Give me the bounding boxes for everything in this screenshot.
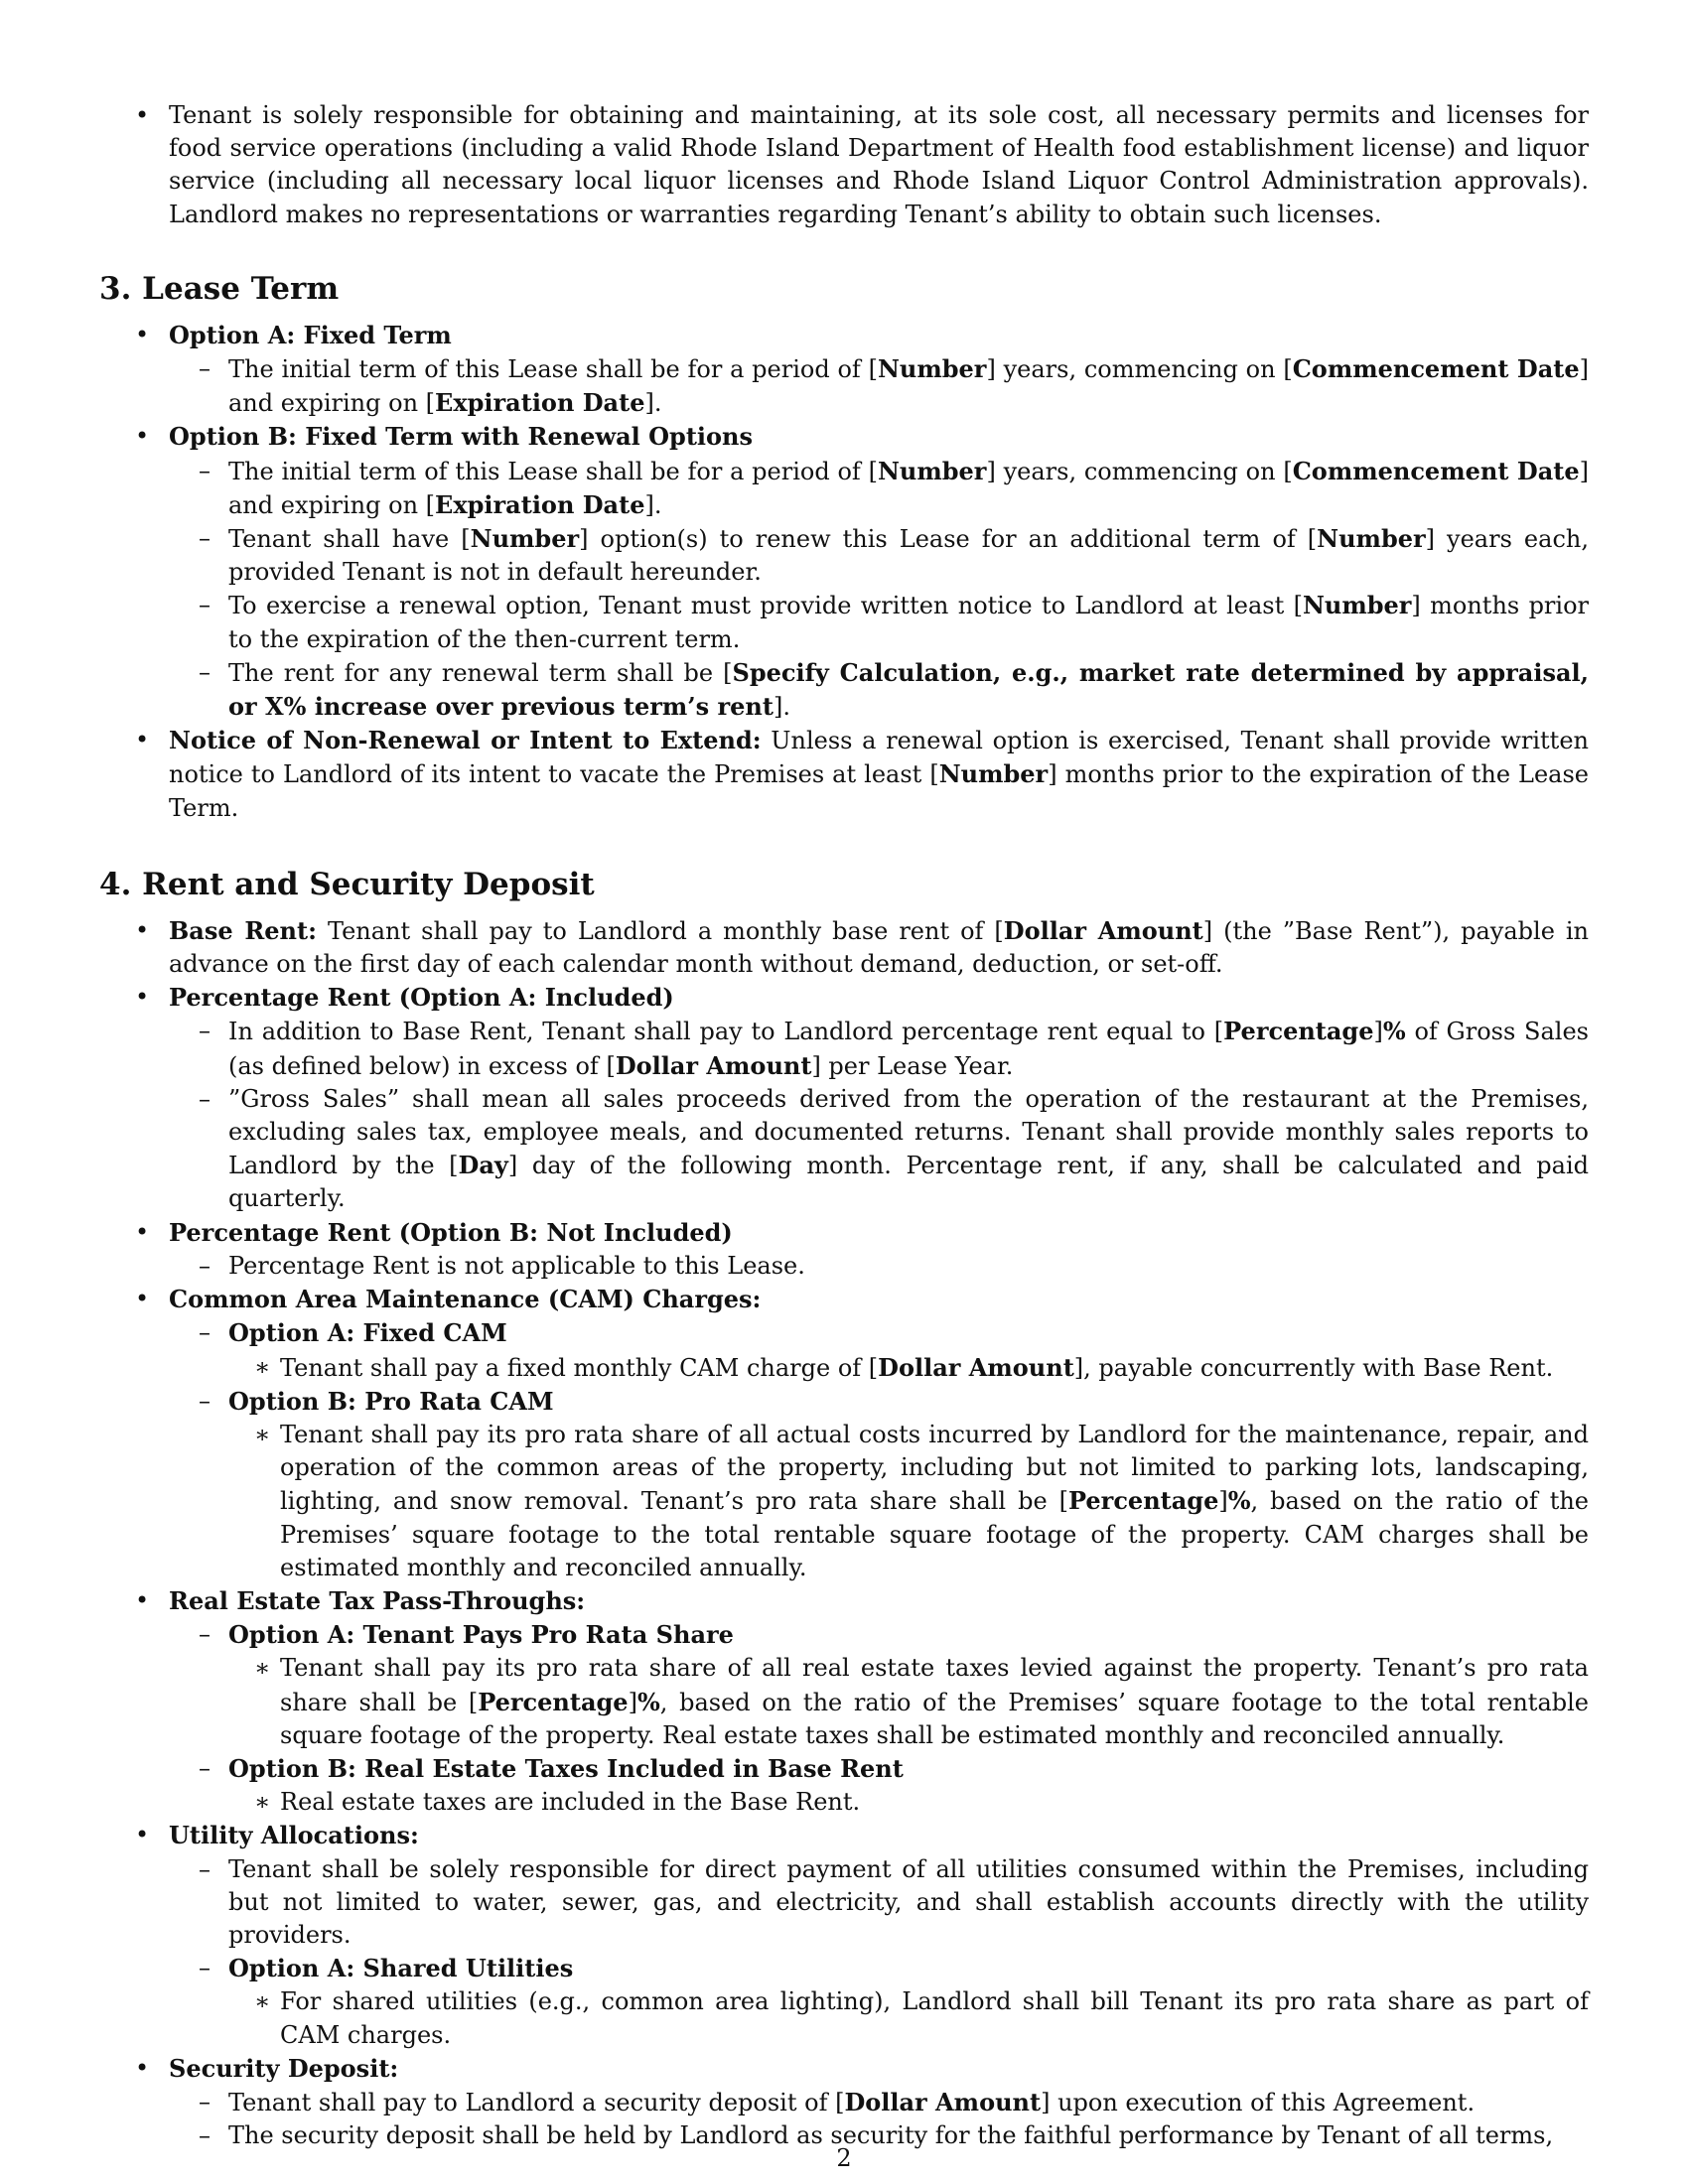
intro-list [99, 99, 1589, 231]
bold-run: Dollar Amount [878, 1352, 1074, 1382]
sub-list [169, 1250, 1589, 1283]
bullet-marker: • [135, 422, 150, 451]
page-content [99, 99, 1589, 2152]
dash-marker: – [199, 1386, 211, 1415]
deposit-heading: Security Deposit: [169, 2053, 399, 2083]
non-renewal-text [169, 727, 1589, 821]
bold-run: Number [938, 759, 1049, 789]
bold-run: Percentage [1223, 1017, 1374, 1046]
text-run: Tenant shall pay to Landlord a monthly base rent of [ [316, 916, 1004, 945]
bullet-marker: • [135, 101, 150, 129]
cam-opt-b-text [280, 1421, 1589, 1581]
bullet-marker: • [135, 1285, 150, 1313]
bold-run: Number [1317, 524, 1426, 554]
list-item [169, 1853, 1589, 1953]
intro-bullet-text: Tenant is solely responsible for obtaining and maintaining, at its sole cost, all necessary permits and licenses for food service operations (including a valid Rhode Island Department of Health food establishment license) and liquor service (including all necessary local liquor licenses and Rhode Island Liquor Control Administration approvals). Landlord makes no representations or warranties regarding Tenant’s ability to obtain such licenses. [169, 101, 1589, 228]
sub-sub-list [228, 1351, 1589, 1385]
list-item [169, 1952, 1589, 2052]
dash-marker: – [199, 524, 211, 553]
sub-list [169, 455, 1589, 725]
tax-opt-b-text [280, 1788, 860, 1816]
bold-run: Percentage [1068, 1486, 1219, 1516]
section-3-heading [99, 269, 1589, 309]
text-run: The rent for any renewal term shall be [ [228, 658, 733, 687]
text-run: Tenant shall pay to Landlord a security deposit of [ [228, 2088, 845, 2116]
list-item [169, 1385, 1589, 1584]
bullet-marker: • [135, 983, 150, 1012]
bold-run: Expiration Date [435, 388, 645, 418]
sub-sub-list [228, 1786, 1589, 1819]
bullet-marker: • [135, 1217, 150, 1246]
text-run: The initial term of this Lease shall be for a period of [ [228, 457, 878, 485]
section-number: 4. [99, 866, 132, 902]
dash-marker: – [199, 1318, 211, 1347]
item-text [228, 1252, 805, 1280]
text-run: To exercise a renewal option, Tenant must provide written notice to Landlord at least [ [228, 592, 1303, 620]
star-marker: ∗ [254, 1420, 271, 1448]
text-run: ] [1218, 1487, 1228, 1516]
item-text [228, 355, 1589, 417]
text-run: ] per Lease Year. [811, 1051, 1014, 1080]
dash-marker: – [199, 657, 211, 686]
option-heading: Option A: Tenant Pays Pro Rata Share [228, 1620, 734, 1650]
text-run: ] and expiring on [ [228, 355, 1590, 418]
text-run: The security deposit shall be held by Landlord as security for the faithful performance by Tenant of all terms, [228, 2121, 1554, 2150]
list-item [169, 522, 1589, 589]
lease-term-list [99, 319, 1589, 825]
text-run: Real estate taxes are included in the Base Rent. [280, 1788, 861, 1817]
list-item [169, 1015, 1589, 1082]
list-item [99, 99, 1589, 231]
bold-run: Notice of Non-Renewal or Intent to Extend: [169, 726, 762, 755]
text-run: ]. [644, 389, 662, 418]
bold-run: Dollar Amount [615, 1050, 812, 1080]
list-item [169, 1316, 1589, 1384]
bullet-marker: • [135, 320, 150, 348]
text-run: ”Gross Sales” shall mean all sales proceeds derived from the operation of the restaurant at the Premises, excluding sales tax, employee meals, and documented returns. Tenant shall provide monthly sales reports to Landlord by the [ [228, 1084, 1589, 1180]
dash-marker: – [199, 1854, 211, 1883]
text-run: Tenant shall pay its pro rata share of all real estate taxes levied against the property. Tenant’s pro rata share shall be [ [280, 1654, 1589, 1716]
star-marker: ∗ [254, 1788, 271, 1817]
dash-marker: – [199, 2087, 211, 2116]
text-run: ] [628, 1688, 637, 1716]
list-item [228, 1985, 1589, 2051]
dash-marker: – [199, 591, 211, 619]
option-heading: Option B: Real Estate Taxes Included in Base Rent [228, 1753, 904, 1783]
bold-run: Number [470, 524, 580, 554]
cam-opt-a-text [280, 1354, 1553, 1382]
option-heading: Option A: Fixed Term [169, 320, 452, 349]
list-item [169, 2086, 1589, 2119]
option-heading: Option A: Shared Utilities [228, 1954, 574, 1983]
option-heading: Option A: Fixed CAM [228, 1318, 507, 1348]
item-text [228, 458, 1589, 519]
option-heading: Percentage Rent (Option A: Included) [169, 983, 674, 1013]
star-marker: ∗ [254, 1987, 271, 2016]
bold-run: Day [458, 1151, 508, 1180]
sub-list [169, 1015, 1589, 1215]
dash-marker: – [199, 456, 211, 484]
text-run: The initial term of this Lease shall be for a period of [ [228, 355, 878, 384]
dash-marker: – [199, 354, 211, 383]
text-run: ], payable concurrently with Base Rent. [1073, 1353, 1554, 1382]
list-item [169, 1618, 1589, 1752]
text-run: , based on the ratio of the Premises’ square footage to the total rentable square footage of the property. CAM charges shall be estimated monthly and reconciled annually. [280, 1487, 1589, 1581]
dash-marker: – [199, 1084, 211, 1113]
text-run: ] (the ”Base Rent”), payable in advance on the first day of each calendar month without demand, deduction, or set-off. [169, 916, 1590, 979]
text-run: ] months prior to the expiration of the then-current term. [228, 592, 1589, 653]
list-item [169, 1083, 1589, 1216]
utility-opt-a-text [280, 1987, 1589, 2048]
text-run: Tenant shall be solely responsible for direct payment of all utilities consumed within the Premises, including but not limited to water, sewer, gas, and electricity, and shall establish accounts directly with the utility providers. [228, 1854, 1589, 1949]
text-run: Unless a renewal option is exercised, Tenant shall provide written notice to Landlord of its intent to vacate the Premises at least [ [169, 727, 1589, 789]
text-run: ] upon execution of this Agreement. [1041, 2088, 1476, 2116]
bold-run: Expiration Date [435, 489, 645, 519]
text-run: ] and expiring on [ [228, 457, 1590, 519]
tax-heading: Real Estate Tax Pass-Throughs: [169, 1585, 586, 1615]
bold-run: % [1227, 1486, 1251, 1516]
list-item-option-a [99, 319, 1589, 421]
list-item-utility [99, 1819, 1589, 2051]
bold-run: Base Rent: [169, 915, 317, 945]
text-run: ] months prior to the expiration of the Lease Term. [169, 760, 1590, 822]
bullet-marker: • [135, 1821, 150, 1849]
bullet-marker: • [135, 726, 150, 754]
item-text [228, 2089, 1475, 2116]
dash-marker: – [199, 1251, 211, 1280]
bold-run: Commencement Date [1292, 354, 1580, 384]
list-item-option-b [99, 420, 1589, 724]
list-item-base-rent [99, 914, 1589, 981]
option-heading: Percentage Rent (Option B: Not Included) [169, 1217, 733, 1247]
tax-opt-a-text [280, 1654, 1589, 1748]
option-heading: Option B: Fixed Term with Renewal Options [169, 422, 753, 452]
dash-marker: – [199, 1620, 211, 1649]
text-run: ] years each, provided Tenant is not in default hereunder. [228, 525, 1589, 587]
text-run: ]. [644, 490, 662, 519]
list-item-cam [99, 1283, 1589, 1584]
section-title: Rent and Security Deposit [142, 866, 595, 902]
bullet-marker: • [135, 1585, 150, 1614]
text-run: ] [1373, 1018, 1383, 1046]
list-item [228, 1419, 1589, 1584]
sub-sub-list [228, 1652, 1589, 1752]
star-marker: ∗ [254, 1654, 271, 1683]
sub-list [169, 352, 1589, 420]
utility-text [228, 1855, 1589, 1949]
text-run: In addition to Base Rent, Tenant shall pay to Landlord percentage rent equal to [ [228, 1018, 1224, 1046]
list-item-pct-rent-b [99, 1216, 1589, 1283]
list-item [169, 589, 1589, 655]
text-run: ] years, commencing on [ [986, 457, 1293, 485]
list-item [169, 1250, 1589, 1283]
list-item-tax [99, 1584, 1589, 1819]
cam-heading: Common Area Maintenance (CAM) Charges: [169, 1285, 762, 1314]
bold-run: Dollar Amount [1003, 915, 1203, 945]
bold-run: Number [877, 456, 987, 485]
item-text [228, 1085, 1589, 1213]
dash-marker: – [199, 1954, 211, 1982]
bold-run: Number [1302, 591, 1412, 620]
text-run: Percentage Rent is not applicable to this Lease. [228, 1251, 805, 1280]
dash-marker: – [199, 2121, 211, 2150]
text-run: , based on the ratio of the Premises’ square footage to the total rentable square footage of the property. Real estate taxes shall be estimated monthly and reconciled annually. [280, 1688, 1589, 1749]
base-rent-text [169, 917, 1589, 978]
bold-run: % [1382, 1017, 1406, 1046]
rent-list [99, 914, 1589, 2153]
utility-heading: Utility Allocations: [169, 1821, 419, 1850]
bold-run: Commencement Date [1292, 456, 1580, 485]
list-item [228, 1786, 1589, 1819]
text-run: ]. [773, 693, 790, 722]
text-run: of Gross Sales (as defined below) in excess of [ [228, 1018, 1589, 1080]
bold-run: Dollar Amount [844, 2087, 1042, 2116]
list-item-pct-rent-a [99, 981, 1589, 1215]
item-text [228, 525, 1589, 586]
section-4-heading [99, 865, 1589, 904]
text-run: ] years, commencing on [ [986, 355, 1293, 384]
bullet-marker: • [135, 2053, 150, 2082]
text-run: Tenant shall pay its pro rata share of all actual costs incurred by Landlord for the maintenance, repair, and operation of the common areas of the property, including but not limited to parking lots, landscaping, lighting, and snow removal. Tenant’s pro rata share shall be [ [280, 1420, 1589, 1516]
list-item [169, 656, 1589, 724]
bold-run: Percentage [478, 1687, 629, 1716]
bold-run: Number [877, 354, 987, 384]
bullet-marker: • [135, 915, 150, 944]
cam-sub-list [169, 1316, 1589, 1584]
bold-run: % [636, 1687, 660, 1716]
sub-sub-list [228, 1985, 1589, 2051]
list-item [228, 1351, 1589, 1385]
list-item [228, 1652, 1589, 1752]
item-text [228, 659, 1589, 721]
star-marker: ∗ [254, 1352, 271, 1381]
dash-marker: – [199, 1753, 211, 1782]
list-item-deposit [99, 2052, 1589, 2153]
section-title: Lease Term [142, 270, 340, 307]
sub-sub-list [228, 1419, 1589, 1584]
text-run: Tenant shall pay a fixed monthly CAM charge of [ [280, 1353, 879, 1382]
list-item [169, 352, 1589, 420]
section-number: 3. [99, 270, 132, 307]
tax-sub-list [169, 1618, 1589, 1819]
list-item [169, 455, 1589, 522]
text-run: Tenant shall have [ [228, 525, 471, 554]
page-number: 2 [836, 2144, 852, 2172]
item-text [228, 592, 1589, 652]
text-run: For shared utilities (e.g., common area lighting), Landlord shall bill Tenant its pro rata share as part of CAM charges. [280, 1987, 1589, 2049]
option-heading: Option B: Pro Rata CAM [228, 1386, 554, 1416]
list-item [169, 1752, 1589, 1819]
item-text [228, 1018, 1589, 1079]
list-item-non-renewal [99, 724, 1589, 825]
utility-sub-list [169, 1853, 1589, 2052]
text-run: ] option(s) to renew this Lease for an additional term of [ [579, 525, 1318, 554]
dash-marker: – [199, 1017, 211, 1045]
bold-run: Specify Calculation, e.g., market rate determined by appraisal, or X% increase over previous term’s rent [228, 657, 1589, 722]
text-run: ] day of the following month. Percentage rent, if any, shall be calculated and paid quarterly. [228, 1152, 1589, 1213]
